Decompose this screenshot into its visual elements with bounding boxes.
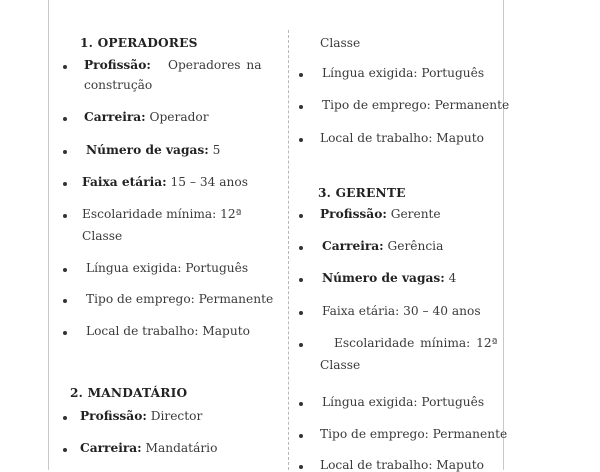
continued-classe: Classe [320, 36, 361, 50]
operadores-vagas [86, 143, 220, 157]
field-value: 5 [212, 143, 221, 157]
gerente-escolaridade-cont: Classe [320, 358, 361, 372]
bullet-icon [299, 105, 303, 109]
bullet-icon [63, 182, 67, 186]
gerente-carreira [322, 239, 443, 253]
field-label: Profissão: [84, 58, 151, 72]
operadores-faixa-etaria [82, 175, 248, 189]
continued-tipo-emprego: Tipo de emprego: Permanente [322, 98, 510, 112]
bullet-icon [63, 416, 67, 420]
bullet-icon [63, 268, 67, 272]
gerente-lingua: Língua exigida: Português [322, 395, 485, 409]
field-value: Operador [149, 110, 209, 124]
bullet-icon [299, 434, 303, 438]
bullet-icon [63, 331, 67, 335]
bullet-icon [299, 343, 303, 347]
continued-lingua: Língua exigida: Português [322, 66, 485, 80]
field-label: Carreira: [84, 110, 146, 124]
section-title-operadores: 1. OPERADORES [80, 36, 198, 50]
gerente-local-trabalho: Local de trabalho: Maputo [320, 458, 484, 472]
continued-local-trabalho: Local de trabalho: Maputo [320, 131, 484, 145]
bullet-icon [299, 311, 303, 315]
field-value: 15 – 34 anos [170, 175, 248, 189]
field-value: Gerência [387, 239, 444, 253]
section-title-mandatario: 2. MANDATÁRIO [70, 386, 188, 400]
bullet-icon [63, 150, 67, 154]
bullet-icon [63, 448, 67, 452]
operadores-lingua: Língua exigida: Português [86, 261, 249, 275]
operadores-carreira [84, 110, 209, 124]
page-left-border [48, 0, 49, 470]
field-label: Faixa etária: [82, 175, 167, 189]
operadores-profissao-value: Operadores na [168, 58, 262, 72]
field-label: Profissão: [320, 207, 387, 221]
bullet-icon [299, 278, 303, 282]
field-value: Director [150, 409, 203, 423]
field-label: Carreira: [80, 441, 142, 455]
page-right-border [503, 0, 504, 470]
bullet-icon [63, 117, 67, 121]
gerente-profissao [320, 207, 441, 221]
field-value: Mandatário [145, 441, 218, 455]
bullet-icon [299, 246, 303, 250]
field-label: Carreira: [322, 239, 384, 253]
operadores-local-trabalho: Local de trabalho: Maputo [86, 324, 250, 338]
field-label: Profissão: [80, 409, 147, 423]
operadores-escolaridade-cont: Classe [82, 229, 123, 243]
bullet-icon [299, 73, 303, 77]
gerente-faixa-etaria: Faixa etária: 30 – 40 anos [322, 304, 481, 318]
operadores-escolaridade: Escolaridade mínima: 12ª [82, 207, 242, 221]
operadores-profissao [84, 58, 151, 72]
field-label: Número de vagas: [86, 143, 209, 157]
gerente-vagas [322, 271, 456, 285]
gerente-tipo-emprego: Tipo de emprego: Permanente [320, 427, 508, 441]
bullet-icon [299, 138, 303, 142]
gerente-escolaridade: Escolaridade mínima: 12ª [334, 336, 498, 350]
field-value: 4 [448, 271, 457, 285]
field-label: Número de vagas: [322, 271, 445, 285]
bullet-icon [63, 299, 67, 303]
operadores-profissao-value-cont: construção [84, 78, 153, 92]
field-value: Gerente [390, 207, 441, 221]
mandatario-profissao [80, 409, 202, 423]
bullet-icon [63, 65, 67, 69]
bullet-icon [63, 214, 67, 218]
bullet-icon [299, 214, 303, 218]
mandatario-carreira [80, 441, 217, 455]
section-title-gerente: 3. GERENTE [318, 186, 406, 200]
column-divider [288, 30, 289, 470]
bullet-icon [299, 402, 303, 406]
operadores-tipo-emprego: Tipo de emprego: Permanente [86, 292, 274, 306]
bullet-icon [299, 465, 303, 469]
